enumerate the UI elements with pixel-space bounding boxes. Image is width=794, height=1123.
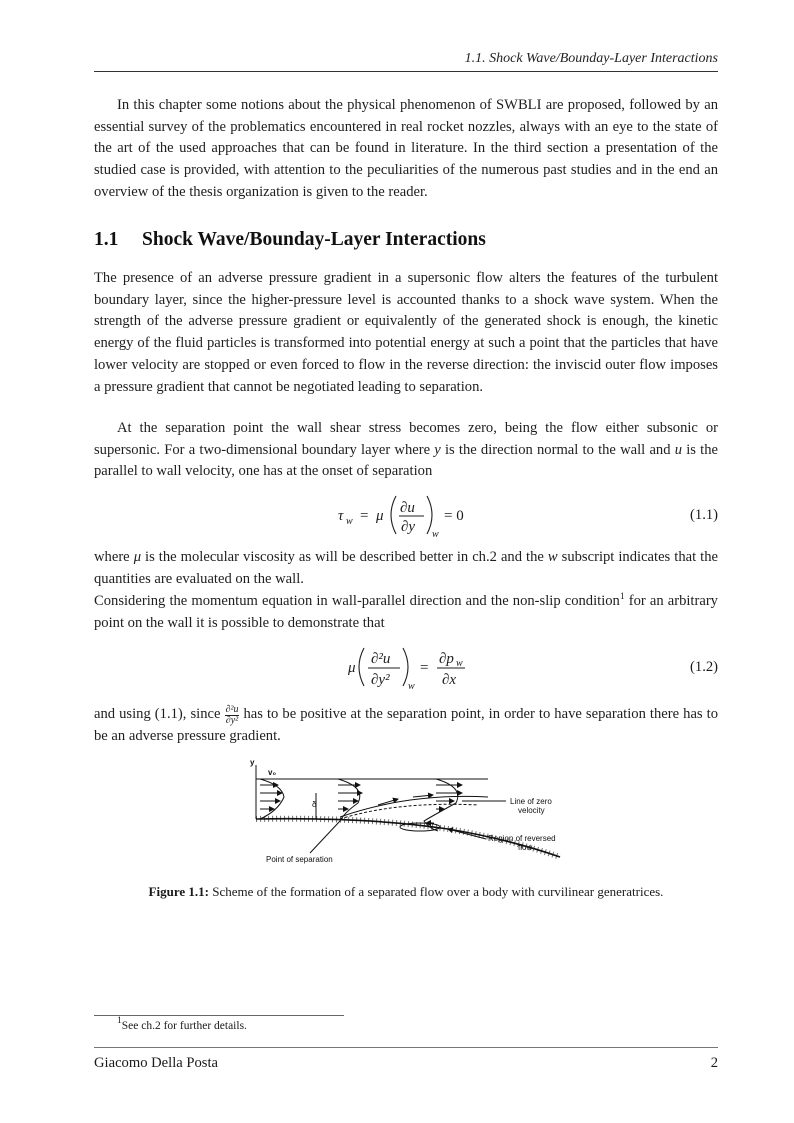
zero-velocity-line (340, 804, 478, 819)
section-number: 1.1 (94, 229, 119, 250)
label-region-1: Region of reversed (488, 834, 556, 843)
section-title: Shock Wave/Bounday-Layer Interactions (142, 229, 486, 250)
equation-1-2-number: (1.2) (690, 659, 718, 675)
page-number: 2 (710, 1055, 718, 1071)
intro-paragraph: In this chapter some notions about the physical phenomenon of SWBLI are proposed, followed by an essential survey of the problematics encountered in real rocket nozzles, always with an eye to the state of the art of the used approaches that can be found in literature. In the third section a presentation of the studied case is provided, with attention to the peculiarities of the numerous past studies and in the end an overview of the thesis organization is given to the reader. (94, 97, 718, 200)
svg-text:=: = (420, 660, 429, 676)
paragraph-adverse-gradient: The presence of an adverse pressure gradient in a supersonic flow alters the features of the turbulent boundary layer, since the higher-pressure level is accounted thanks to a shock wave system. When the strength of the adverse pressure gradient or equivalently of the generated shock is enough, the kinetic energy of the fluid particles is transformed into potential energy at such a point that the particles that have lower velocity are stopped or even forced to flow in the reverse direction: the inviscid outer flow imposes a pressure gradient that cannot be negotiated leading to separation. (94, 270, 718, 395)
running-header: 1.1. Shock Wave/Bounday-Layer Interactions (464, 51, 718, 66)
eq1-mu: μ (376, 508, 384, 524)
eq2-den: ∂y² (371, 672, 390, 688)
equation-1-1 (94, 490, 718, 550)
eq1-tau-sub: w (346, 516, 353, 527)
eq2-sub: w (408, 681, 415, 692)
footnote-rule (94, 1015, 344, 1016)
label-line-zero-2: velocity (518, 806, 545, 815)
eq2-rhs-num-sub: w (456, 658, 463, 669)
eq1-sub: w (432, 529, 439, 540)
equation-1-2-svg (94, 642, 718, 702)
svg-text:=: = (360, 508, 369, 524)
footnote-marker: 1 (619, 592, 625, 602)
figure-caption (94, 884, 718, 900)
equation-1-1-number: (1.1) (690, 507, 718, 523)
header-rule (94, 71, 718, 72)
equation-1-1-svg (94, 490, 718, 550)
label-v0: v₀ (268, 768, 277, 777)
label-point-separation: Point of separation (266, 855, 333, 864)
eq2-rhs-den: ∂x (442, 672, 457, 688)
label-line-zero-1: Line of zero (510, 797, 552, 806)
eq2-num: ∂²u (371, 651, 391, 667)
separated-streamline (340, 796, 488, 817)
label-delta: δ (312, 800, 317, 809)
figure-separated-flow (248, 757, 576, 869)
eq1-num: ∂u (400, 500, 415, 516)
footer-rule (94, 1047, 718, 1048)
footnote-text: See ch.2 for further details. (121, 1020, 247, 1032)
paragraph-adverse-conclusion: and using (1.1), since $\frac{\text{∂²u}}{\text{∂y²}}$ has to be positive at the separation point, in order to have separation there has to be an adverse pressure gradient. (94, 703, 718, 744)
paragraph-separation-point: At the separation point the wall shear stress becomes zero, being the flow either subsonic or supersonic. For a two-dimensional boundary layer where y is the direction normal to the wall and u is the parallel to wall velocity, one has at the onset of separation (94, 420, 718, 480)
label-region-2: flow (518, 843, 533, 852)
eq1-den: ∂y (401, 519, 416, 535)
paragraph-viscosity: where μ is the molecular viscosity as will be described better in ch.2 and the w subscript indicates that the quantities are evaluated on the wall. (94, 549, 718, 587)
footnote (117, 1016, 247, 1032)
inline-fraction: $\frac{\text{∂²u}}{\text{∂y²}}$ (225, 703, 239, 726)
footnote-number: 1 (117, 1016, 122, 1026)
footer-author: Giacomo Della Posta (94, 1055, 219, 1071)
eq1-tau: τ (338, 508, 344, 524)
equation-1-2 (94, 642, 718, 702)
label-y: y (250, 758, 255, 767)
section-heading (94, 229, 486, 251)
eq2-mu: μ (348, 660, 356, 676)
eq2-rhs-num: ∂p (439, 651, 454, 667)
figure-label: Figure 1.1: (148, 884, 209, 899)
eq1-rhs: = 0 (444, 508, 464, 524)
figure-diagram (248, 757, 576, 869)
paragraph-momentum: Considering the momentum equation in wall-parallel direction and the non-slip condition$^1$ for an arbitrary point on the wall it is possible to demonstrate that (94, 592, 718, 631)
figure-caption-text: Scheme of the formation of a separated flow over a body with curvilinear generatrices. (212, 884, 664, 899)
